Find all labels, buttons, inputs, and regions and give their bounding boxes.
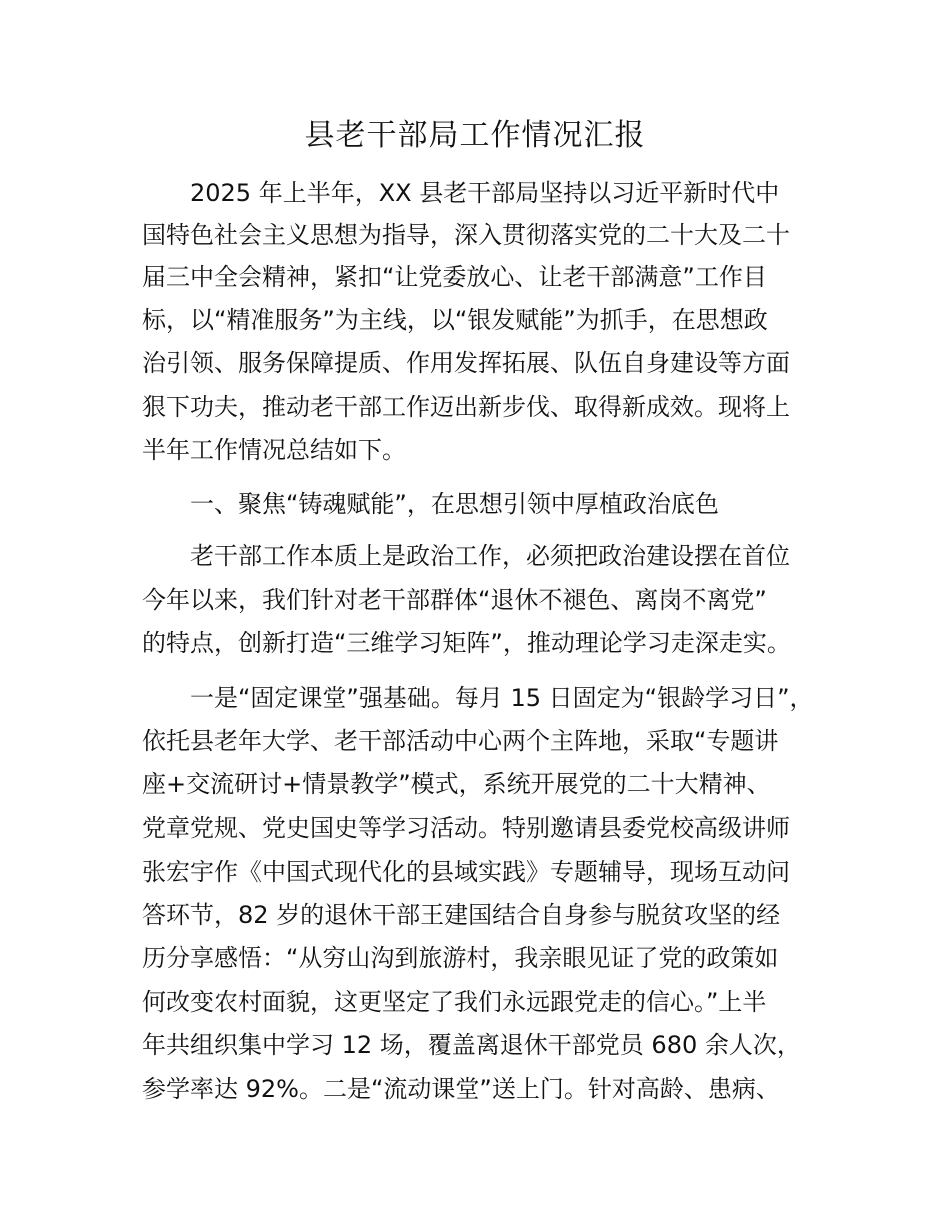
paragraph-line: 历分享感悟：“从穷山沟到旅游村，我亲眼见证了党的政策如 <box>142 944 779 972</box>
paragraph-line: 国特色社会主义思想为指导，深入贯彻落实党的二十大及二十 <box>142 221 790 249</box>
paragraph-line: 一是“固定课堂”强基础。每月 15 日固定为“银龄学习日”， <box>190 684 814 712</box>
paragraph-line: 老干部工作本质上是政治工作，必须把政治建设摆在首位 <box>190 542 790 570</box>
paragraph-line: 半年工作情况总结如下。 <box>142 436 406 464</box>
paragraph-line: 的特点，创新打造“三维学习矩阵”，推动理论学习走深走实。 <box>142 629 791 657</box>
paragraph-line: 依托县老年大学、老干部活动中心两个主阵地，采取“专题讲 <box>142 727 779 755</box>
paragraph-line: 何改变农村面貌，这更坚定了我们永远跟党走的信心。”上半 <box>142 988 767 1016</box>
paragraph-line: 座+交流研讨+情景教学”模式，系统开展党的二十大精神、 <box>142 770 771 798</box>
paragraph-line: 2025 年上半年，XX 县老干部局坚持以习近平新时代中 <box>190 179 780 207</box>
paragraph-line: 今年以来，我们针对老干部群体“退休不褪色、离岗不离党” <box>142 586 767 614</box>
paragraph-line: 参学率达 92%。二是“流动课堂”送上门。针对高龄、患病、 <box>142 1075 780 1103</box>
section-heading: 一、聚焦“铸魂赋能”，在思想引领中厚植政治底色 <box>190 490 719 518</box>
paragraph-line: 狠下功夫，推动老干部工作迈出新步伐、取得新成效。现将上 <box>142 393 790 421</box>
paragraph-line: 届三中全会精神，紧扣“让党委放心、让老干部满意”工作目 <box>142 263 767 291</box>
paragraph-line: 党章党规、党史国史等学习活动。特别邀请县委党校高级讲师 <box>142 814 790 842</box>
paragraph-line: 张宏宇作《中国式现代化的县域实践》专题辅导，现场互动问 <box>142 858 790 886</box>
paragraph-line: 年共组织集中学习 12 场，覆盖离退休干部党员 680 余人次， <box>142 1031 801 1059</box>
paragraph-line: 答环节，82 岁的退休干部王建国结合自身参与脱贫攻坚的经 <box>142 901 781 929</box>
paragraph-line: 标，以“精准服务”为主线，以“银发赋能”为抓手，在思想政 <box>142 306 768 334</box>
paragraph-line: 治引领、服务保障提质、作用发挥拓展、队伍自身建设等方面 <box>142 349 790 377</box>
document-title: 县老干部局工作情况汇报 <box>304 118 646 153</box>
